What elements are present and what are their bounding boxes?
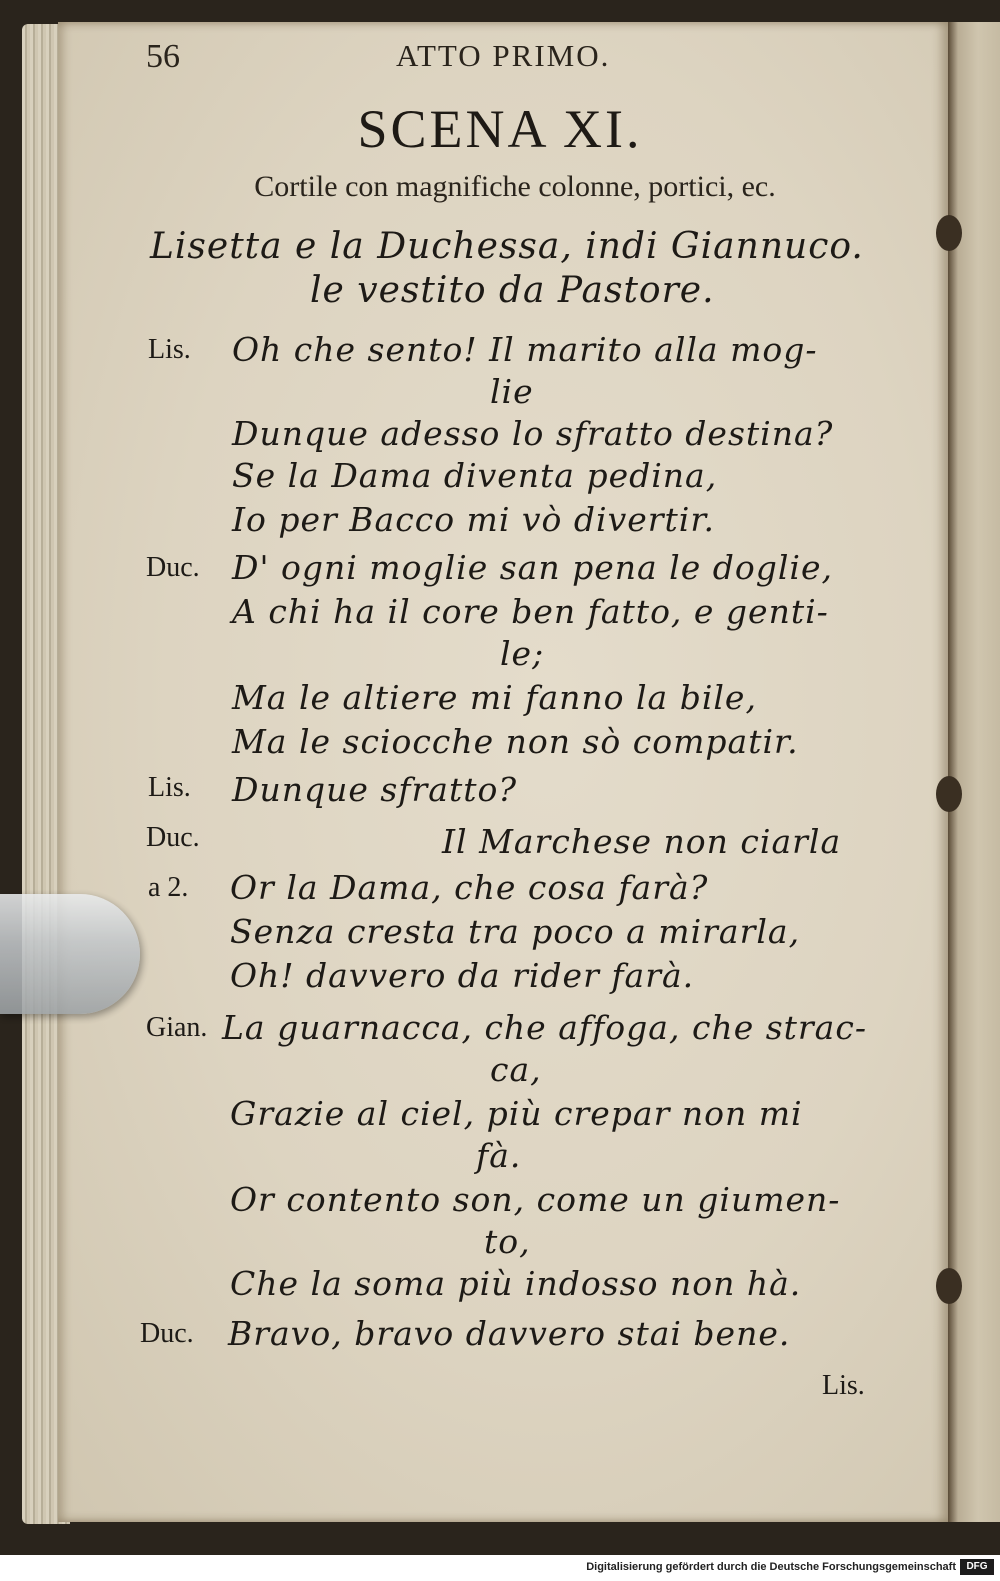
verse-line: Che la soma più indosso non hà.	[230, 1264, 802, 1303]
verse-line: A chi ha il core ben fatto, e genti-	[232, 592, 829, 631]
catchword: Lis.	[822, 1370, 865, 1401]
verse-line: to,	[484, 1222, 531, 1261]
binding-notch	[936, 215, 962, 251]
verse-line: Il Marchese non ciarla	[442, 822, 842, 861]
verse-line: Oh che sento! Il marito alla mog-	[232, 330, 818, 369]
page-header	[0, 38, 1000, 88]
verse-line: Or contento son, come un giumen-	[230, 1180, 841, 1219]
running-head: ATTO PRIMO.	[396, 38, 611, 73]
speaker-label: Duc.	[146, 552, 200, 583]
scene-title: SCENA XI.	[357, 99, 643, 159]
verse-line: Ma le altiere mi fanno la bile,	[232, 678, 757, 717]
speaker-label: Duc.	[140, 1318, 194, 1349]
verse-line: ca,	[490, 1050, 542, 1089]
verse-line: Oh! davvero da rider farà.	[230, 956, 695, 995]
verse-line: Grazie al ciel, più crepar non mi	[230, 1094, 803, 1133]
verse-line: Bravo, bravo davvero stai bene.	[228, 1314, 791, 1353]
speaker-label: Lis.	[148, 772, 191, 803]
cast-line: Lisetta e la Duchessa, indi Giannuco.	[150, 226, 864, 267]
footer-strip	[0, 1555, 1000, 1581]
verse-line: Dunque adesso lo sfratto destina?	[232, 414, 834, 453]
verse-line: Or la Dama, che cosa farà?	[230, 868, 709, 907]
verse-line: Senza cresta tra poco a mirarla,	[230, 912, 801, 951]
verse-line: Dunque sfratto?	[232, 770, 518, 809]
verse-line: fà.	[476, 1136, 522, 1175]
binding-notch	[936, 1268, 962, 1304]
speaker-label: Lis.	[148, 334, 191, 365]
speaker-label: Gian.	[146, 1012, 208, 1043]
cast-line: le vestito da Pastore.	[310, 270, 715, 311]
verse-line: D' ogni moglie san pena le doglie,	[232, 548, 833, 587]
verse-line: lie	[490, 372, 534, 411]
thumb-overlay	[0, 894, 140, 1014]
speaker-label: a 2.	[148, 872, 189, 903]
verse-line: Io per Bacco mi vò divertir.	[232, 500, 715, 539]
verse-line: le;	[500, 634, 545, 673]
verse-line: Ma le sciocche non sò compatir.	[232, 722, 799, 761]
page-number: 56	[146, 38, 180, 75]
dfg-logo: DFG	[960, 1559, 994, 1575]
speaker-label: Duc.	[146, 822, 200, 853]
footer-credit: Digitalisierung gefördert durch die Deutsche Forschungsgemeinschaft	[586, 1561, 956, 1573]
verse-line: Se la Dama diventa pedina,	[232, 456, 718, 495]
scene-setting: Cortile con magnifiche colonne, portici, ec.	[254, 170, 776, 203]
verse-line: La guarnacca, che affoga, che strac-	[222, 1008, 867, 1047]
binding-notch	[936, 776, 962, 812]
